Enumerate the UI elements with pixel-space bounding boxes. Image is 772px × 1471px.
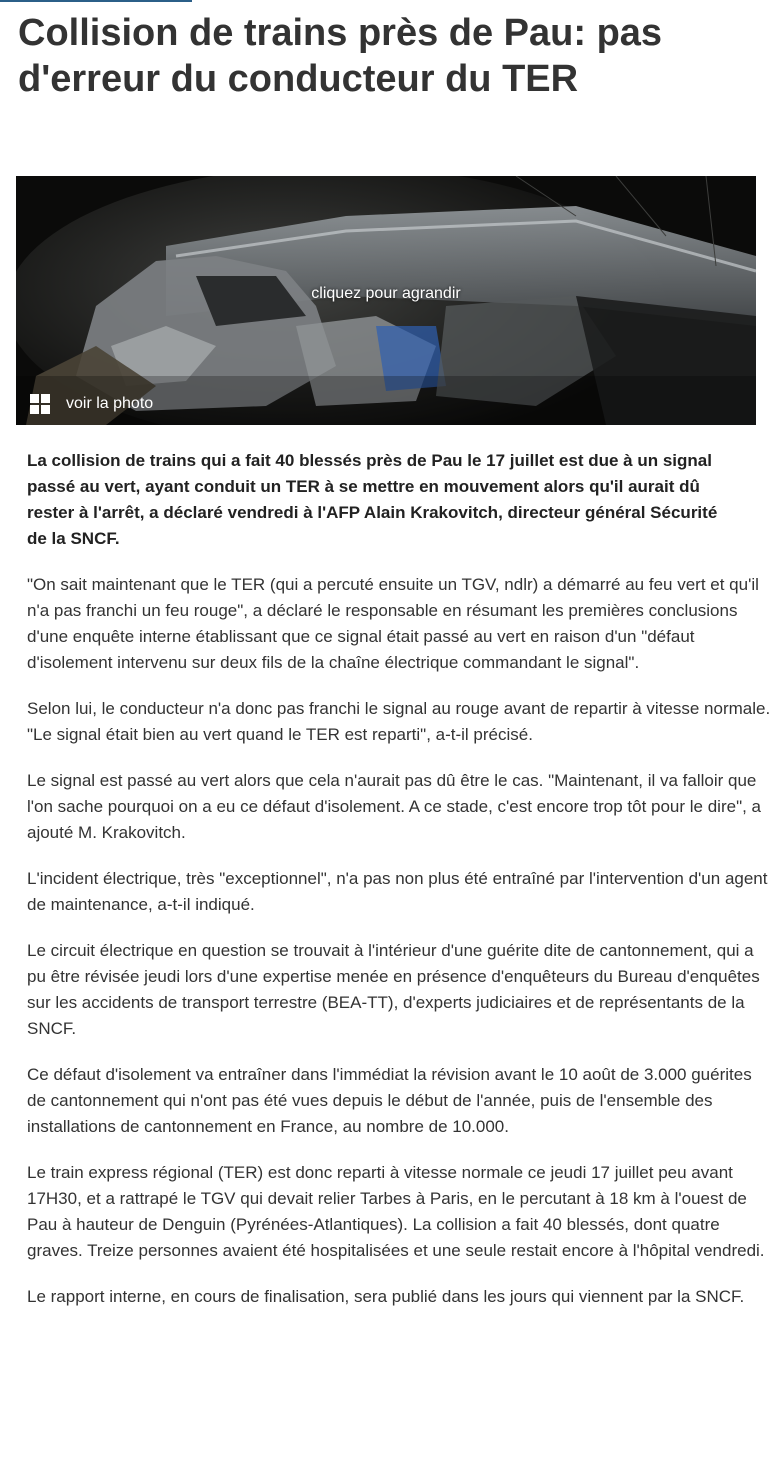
- grid-icon: [30, 394, 50, 414]
- article-paragraph: Le signal est passé au vert alors que cela n'aurait pas dû être le cas. "Maintenant, il va falloir que l'on sache pourquoi on a eu ce défaut d'isolement. A ce stade, c'est encore trop tôt pour le dire", a ajouté M. Krakovitch.: [27, 771, 762, 842]
- article-paragraph: Ce défaut d'isolement va entraîner dans l'immédiat la révision avant le 10 août de 3.000 guérites de cantonnement qui n'ont pas été vues depuis le début de l'année, puis de l'ensemble des installations de cantonnement en France, au nombre de 10.000.: [27, 1065, 752, 1136]
- article-paragraph: L'incident électrique, très "exceptionnel", n'a pas non plus été entraîné par l'intervention d'un agent de maintenance, a-t-il indiqué.: [27, 869, 768, 914]
- top-accent-rule: [0, 0, 192, 2]
- article-paragraph: Le rapport interne, en cours de finalisation, sera publié dans les jours qui viennent par la SNCF.: [27, 1287, 745, 1306]
- article-body: [27, 448, 771, 1330]
- article-lead: La collision de trains qui a fait 40 blessés près de Pau le 17 juillet est due à un signal passé au vert, ayant conduit un TER à se mettre en mouvement alors qu'il aurait dû rester à l'arrêt, a déclaré vendredi à l'AFP Alain Krakovitch, directeur général Sécurité de la SNCF.: [27, 451, 718, 548]
- view-photo-link[interactable]: [30, 392, 153, 416]
- article-photo[interactable]: [16, 176, 756, 425]
- article-paragraph: "On sait maintenant que le TER (qui a percuté ensuite un TGV, ndlr) a démarré au feu vert et qu'il n'a pas franchi un feu rouge", a déclaré le responsable en résumant les premières conclusions d'une enquête interne établissant que ce signal était passé au vert en raison d'un "défaut d'isolement intervenu sur deux fils de la chaîne électrique commandant le signal".: [27, 575, 759, 672]
- article-paragraph: Le train express régional (TER) est donc reparti à vitesse normale ce jeudi 17 juillet peu avant 17H30, et a rattrapé le TGV qui devait relier Tarbes à Paris, en le percutant à 18 km à l'ouest de Pau à hauteur de Denguin (Pyrénées-Atlantiques). La collision a fait 40 blessés, dont quatre graves. Treize personnes avaient été hospitalisées et une seule restait encore à l'hôpital vendredi.: [27, 1163, 765, 1260]
- article-title: Collision de trains près de Pau: pas d'erreur du conducteur du TER: [18, 12, 663, 100]
- view-photo-label: voir la photo: [66, 395, 154, 412]
- article-paragraph: Selon lui, le conducteur n'a donc pas franchi le signal au rouge avant de repartir à vitesse normale. "Le signal était bien au vert quand le TER est reparti", a-t-il précisé.: [27, 699, 771, 744]
- enlarge-hint: cliquez pour agrandir: [311, 285, 461, 302]
- article-paragraph: Le circuit électrique en question se trouvait à l'intérieur d'une guérite dite de cantonnement, qui a pu être révisée jeudi lors d'une expertise menée en présence d'enquêteurs du Bureau d'enquêtes sur les accidents de transport terrestre (BEA-TT), d'experts judiciaires et de représentants de la SNCF.: [27, 941, 760, 1038]
